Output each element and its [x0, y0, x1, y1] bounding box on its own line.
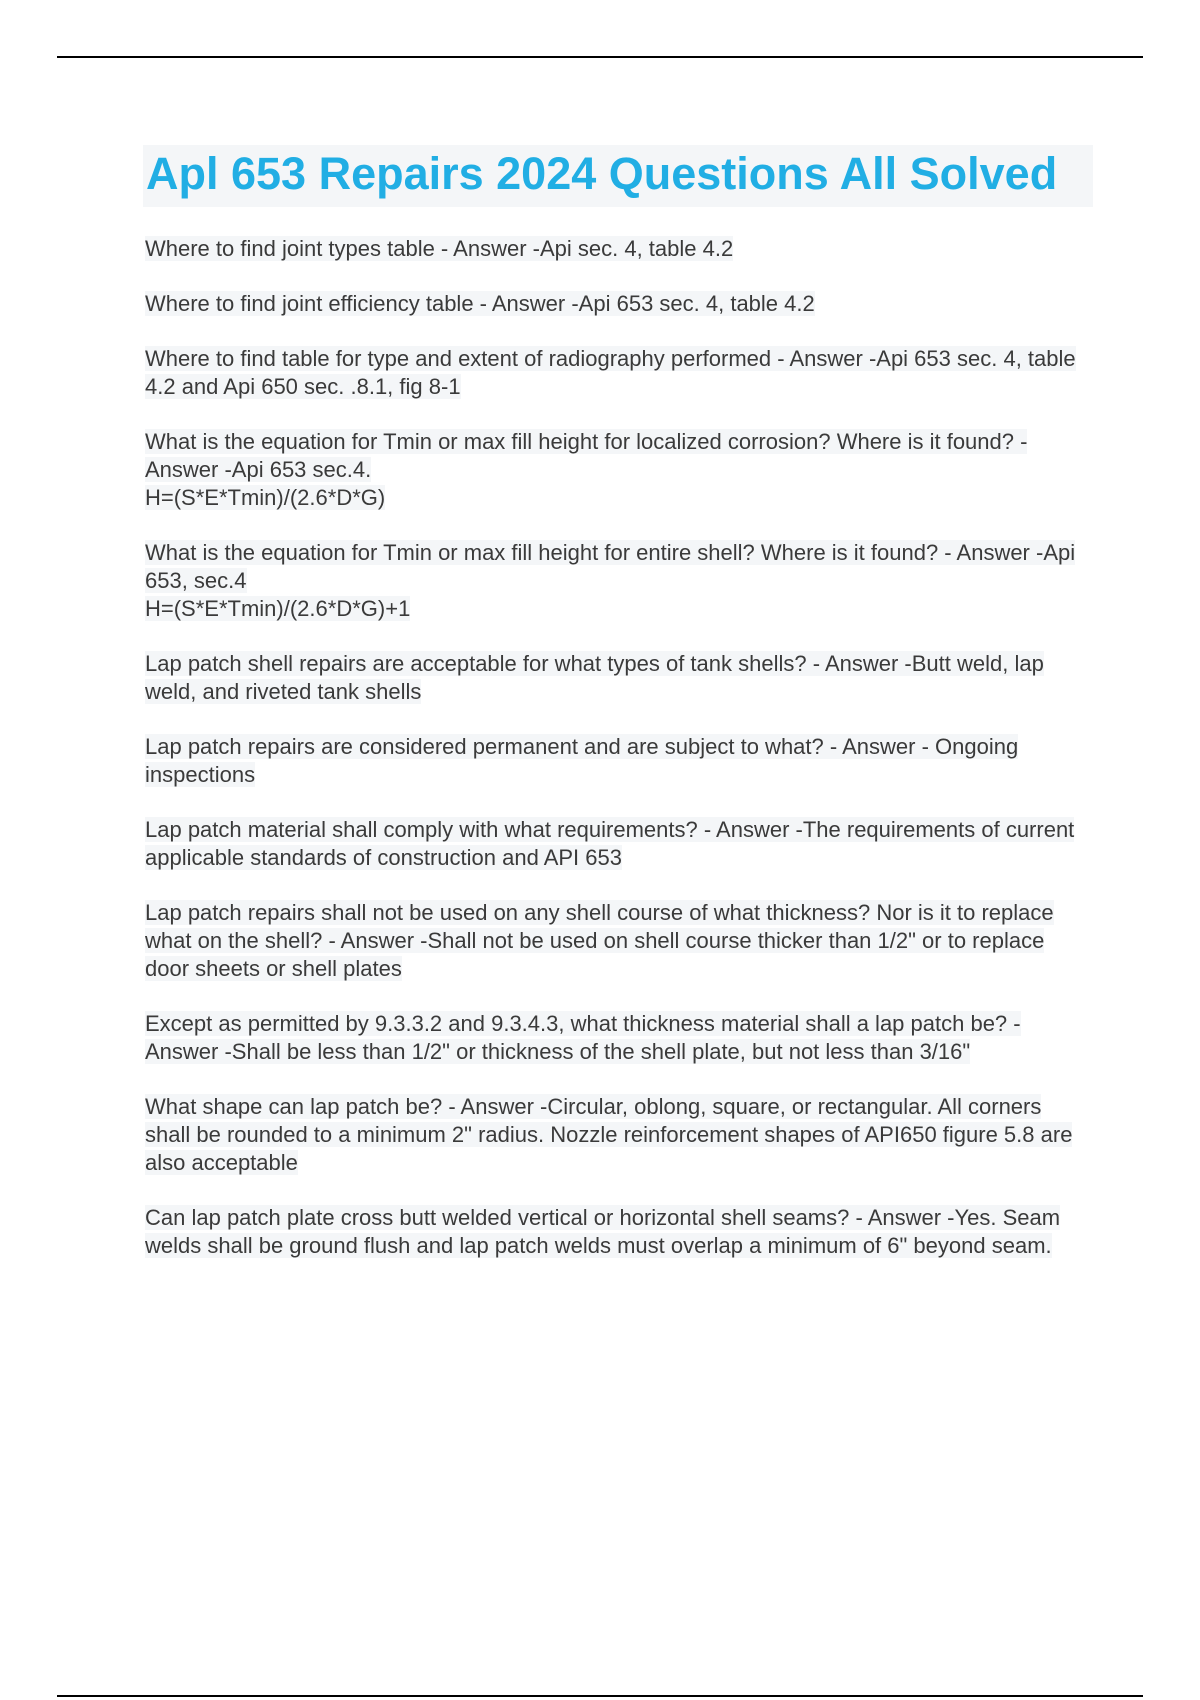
qa-text: Lap patch repairs shall not be used on any shell course of what thickness? Nor is it to replace what on the shell? - Answer -Shall not be used on shell course thicker than 1/2" or to replace door sheets or shell plates	[145, 900, 1054, 981]
qa-item	[143, 733, 1093, 789]
qa-text: Can lap patch plate cross butt welded vertical or horizontal shell seams? - Answer -Yes. Seam welds shall be ground flush and lap patch welds must overlap a minimum of 6" beyond seam.	[145, 1205, 1061, 1258]
qa-item	[143, 816, 1093, 872]
qa-text: Lap patch repairs are considered permanent and are subject to what? - Answer - Ongoing inspections	[145, 734, 1019, 787]
formula-text: H=(S*E*Tmin)/(2.6*D*G)+1	[145, 596, 411, 621]
qa-item	[143, 1204, 1093, 1260]
qa-text: Lap patch material shall comply with what requirements? - Answer -The requirements of current applicable standards of construction and API 653	[145, 817, 1075, 870]
qa-item	[143, 1093, 1093, 1177]
qa-formula	[145, 595, 1091, 623]
qa-text: What is the equation for Tmin or max fill height for localized corrosion? Where is it found? - Answer -Api 653 sec.4.	[145, 429, 1028, 482]
qa-item	[143, 235, 1093, 263]
qa-item	[143, 428, 1093, 512]
qa-item	[143, 899, 1093, 983]
qa-text: Where to find table for type and extent of radiography performed - Answer -Api 653 sec. 4, table 4.2 and Api 650 sec. .8.1, fig 8-1	[145, 346, 1076, 399]
qa-item	[143, 539, 1093, 623]
qa-text: What is the equation for Tmin or max fill height for entire shell? Where is it found? - Answer -Api 653, sec.4	[145, 540, 1076, 593]
qa-text: What shape can lap patch be? - Answer -Circular, oblong, square, or rectangular. All corners shall be rounded to a minimum 2" radius. Nozzle reinforcement shapes of API650 figure 5.8 are also acceptable	[145, 1094, 1073, 1175]
title-block	[143, 145, 1093, 207]
qa-formula	[145, 484, 1091, 512]
qa-text: Where to find joint types table - Answer -Api sec. 4, table 4.2	[145, 236, 734, 261]
bottom-rule	[57, 1695, 1143, 1697]
qa-item	[143, 1010, 1093, 1066]
formula-text: H=(S*E*Tmin)/(2.6*D*G)	[145, 485, 386, 510]
page-title: Apl 653 Repairs 2024 Questions All Solved	[146, 148, 1058, 199]
qa-list	[143, 235, 1093, 1260]
qa-item	[143, 345, 1093, 401]
qa-text: Where to find joint efficiency table - Answer -Api 653 sec. 4, table 4.2	[145, 291, 815, 316]
qa-text: Except as permitted by 9.3.3.2 and 9.3.4.3, what thickness material shall a lap patch be? - Answer -Shall be less than 1/2" or thickness of the shell plate, but not less than 3/16"	[145, 1011, 1021, 1064]
top-rule	[57, 56, 1143, 58]
qa-item	[143, 290, 1093, 318]
qa-text: Lap patch shell repairs are acceptable for what types of tank shells? - Answer -Butt weld, lap weld, and riveted tank shells	[145, 651, 1044, 704]
document-content	[143, 145, 1093, 1287]
qa-item	[143, 650, 1093, 706]
